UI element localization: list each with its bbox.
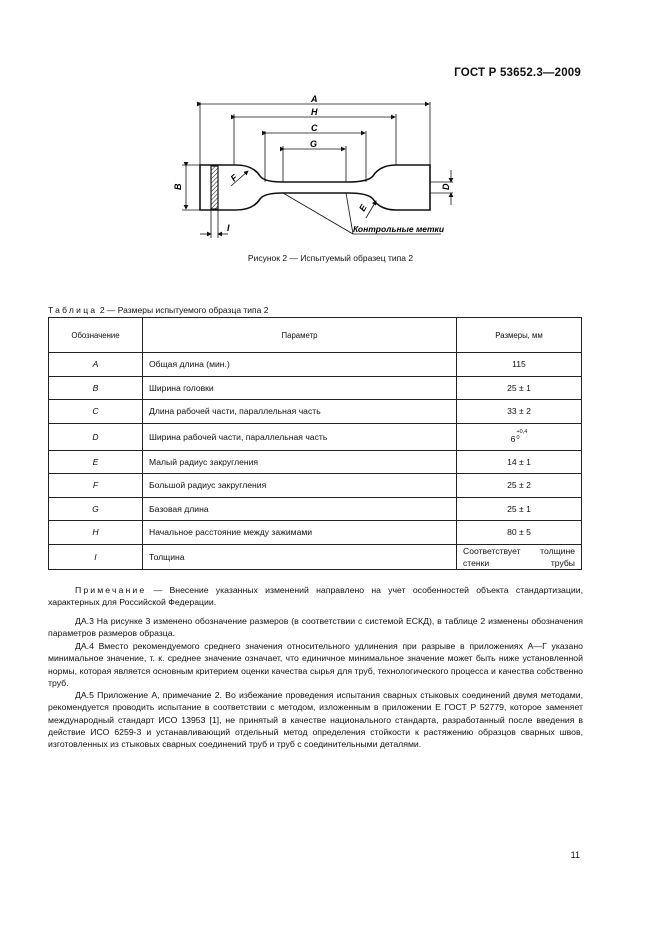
tolerance-lower: 0 <box>516 435 520 441</box>
table-row <box>49 450 582 474</box>
table-title-word: Таблица <box>48 305 98 315</box>
figure-caption: Рисунок 2 — Испытуемый образец типа 2 <box>247 253 414 263</box>
specimen-outline <box>200 165 430 210</box>
specimen-drawing <box>168 86 468 246</box>
paragraph-da3-text: ДА.3 На рисунке 3 изменено обозначение размеров (в соответствии с системой ЕСКД), в таблице 2 изменены обозначения параметров размеров образца. <box>48 616 583 639</box>
table-header-row <box>49 318 582 353</box>
row-size: 25 ± 2 <box>457 474 582 498</box>
row-size: 25 ± 1 <box>457 497 582 521</box>
row-symbol: G <box>49 497 143 521</box>
row-size: 115 <box>457 353 582 377</box>
row-symbol: I <box>49 544 143 569</box>
note-text: — Внесение указанных изменений направлено на учет особенностей объекта стандартизации, характерных для Российской Федерации. <box>48 585 583 608</box>
label-G: G <box>310 139 318 149</box>
row-symbol: E <box>49 450 143 474</box>
header-size: Размеры, мм <box>457 318 582 353</box>
label-I: I <box>227 223 230 233</box>
parameters-table <box>48 317 582 570</box>
table-row <box>49 497 582 521</box>
row-size: 33 ± 2 <box>457 400 582 424</box>
note-block <box>48 584 583 609</box>
row-parameter: Базовая длина <box>143 497 457 521</box>
document-code: ГОСТ Р 53652.3—2009 <box>454 67 581 79</box>
row-parameter: Ширина рабочей части, параллельная часть <box>143 423 457 450</box>
row-parameter: Общая длина (мин.) <box>143 353 457 377</box>
paragraph-da5-text: ДА.5 Приложение А, примечание 2. Во избежание проведения испытания сварных стыковых соединений двумя методами, рекомендуется проводить испытание в соответствии с методом, изложенным в приложении Е ГОСТ Р 52779, которое заменяет международный стандарт ИСО 13953 [1], не принятый в качестве национального стандарта, разработанный после введения в действие ИСО 6259-3 и устанавливающий отдельный метод определения стойкости к растяжению образцов сварных швов, изготовленных из стыковых сварных соединений труб и труб с соединительными деталями. <box>48 690 583 750</box>
row-symbol: C <box>49 400 143 424</box>
row-parameter: Ширина головки <box>143 376 457 400</box>
row-size: 14 ± 1 <box>457 450 582 474</box>
row-size: Соответствует толщине стенки трубы <box>457 544 582 569</box>
size-tolerance <box>516 429 527 441</box>
row-symbol: F <box>49 474 143 498</box>
header-parameter: Параметр <box>143 318 457 353</box>
paragraph-da4 <box>48 640 583 689</box>
page-number: 11 <box>570 850 580 860</box>
table-title <box>48 305 268 315</box>
thickness-strip <box>211 166 218 209</box>
header-symbol: Обозначение <box>49 318 143 353</box>
table-row <box>49 474 582 498</box>
paragraph-da5 <box>48 689 583 750</box>
note-word: Примечание <box>75 585 147 595</box>
label-B: B <box>173 183 183 190</box>
paragraph-da3 <box>48 615 583 640</box>
table-row <box>49 353 582 377</box>
label-E: E <box>357 202 369 213</box>
label-D: D <box>441 183 451 190</box>
label-F: F <box>228 172 240 184</box>
row-parameter: Большой радиус закругления <box>143 474 457 498</box>
row-parameter: Малый радиус закругления <box>143 450 457 474</box>
tolerance-upper: +0,4 <box>516 429 528 435</box>
row-size: 80 ± 5 <box>457 521 582 545</box>
row-parameter: Длина рабочей части, параллельная часть <box>143 400 457 424</box>
table-row <box>49 400 582 424</box>
row-size: 25 ± 1 <box>457 376 582 400</box>
row-parameter: Толщина <box>143 544 457 569</box>
size-nominal: 6 <box>510 434 516 444</box>
row-size <box>457 423 582 450</box>
control-marks-label: Контрольные метки <box>353 224 445 234</box>
row-symbol: D <box>49 423 143 450</box>
row-symbol: B <box>49 376 143 400</box>
label-A: A <box>311 94 318 104</box>
table-row <box>49 376 582 400</box>
label-H: H <box>311 107 318 117</box>
table-row <box>49 521 582 545</box>
table-row <box>49 423 582 450</box>
row-symbol: A <box>49 353 143 377</box>
table-title-text: 2 — Размеры испытуемого образца типа 2 <box>99 305 269 315</box>
label-C: C <box>311 123 318 133</box>
row-symbol: H <box>49 521 143 545</box>
paragraph-da4-text: ДА.4 Вместо рекомендуемого среднего значения относительного удлинения при разрыве в приложениях А—Г указано минимальное значение, т. к. среднее значение означает, что единичное минимальное значение может быть ниже установленной нормы, которая является основным критерием оценки качества сырья для труб, технологического процесса и качества собственно труб. <box>48 641 583 688</box>
table-row <box>49 544 582 569</box>
row-parameter: Начальное расстояние между зажимами <box>143 521 457 545</box>
